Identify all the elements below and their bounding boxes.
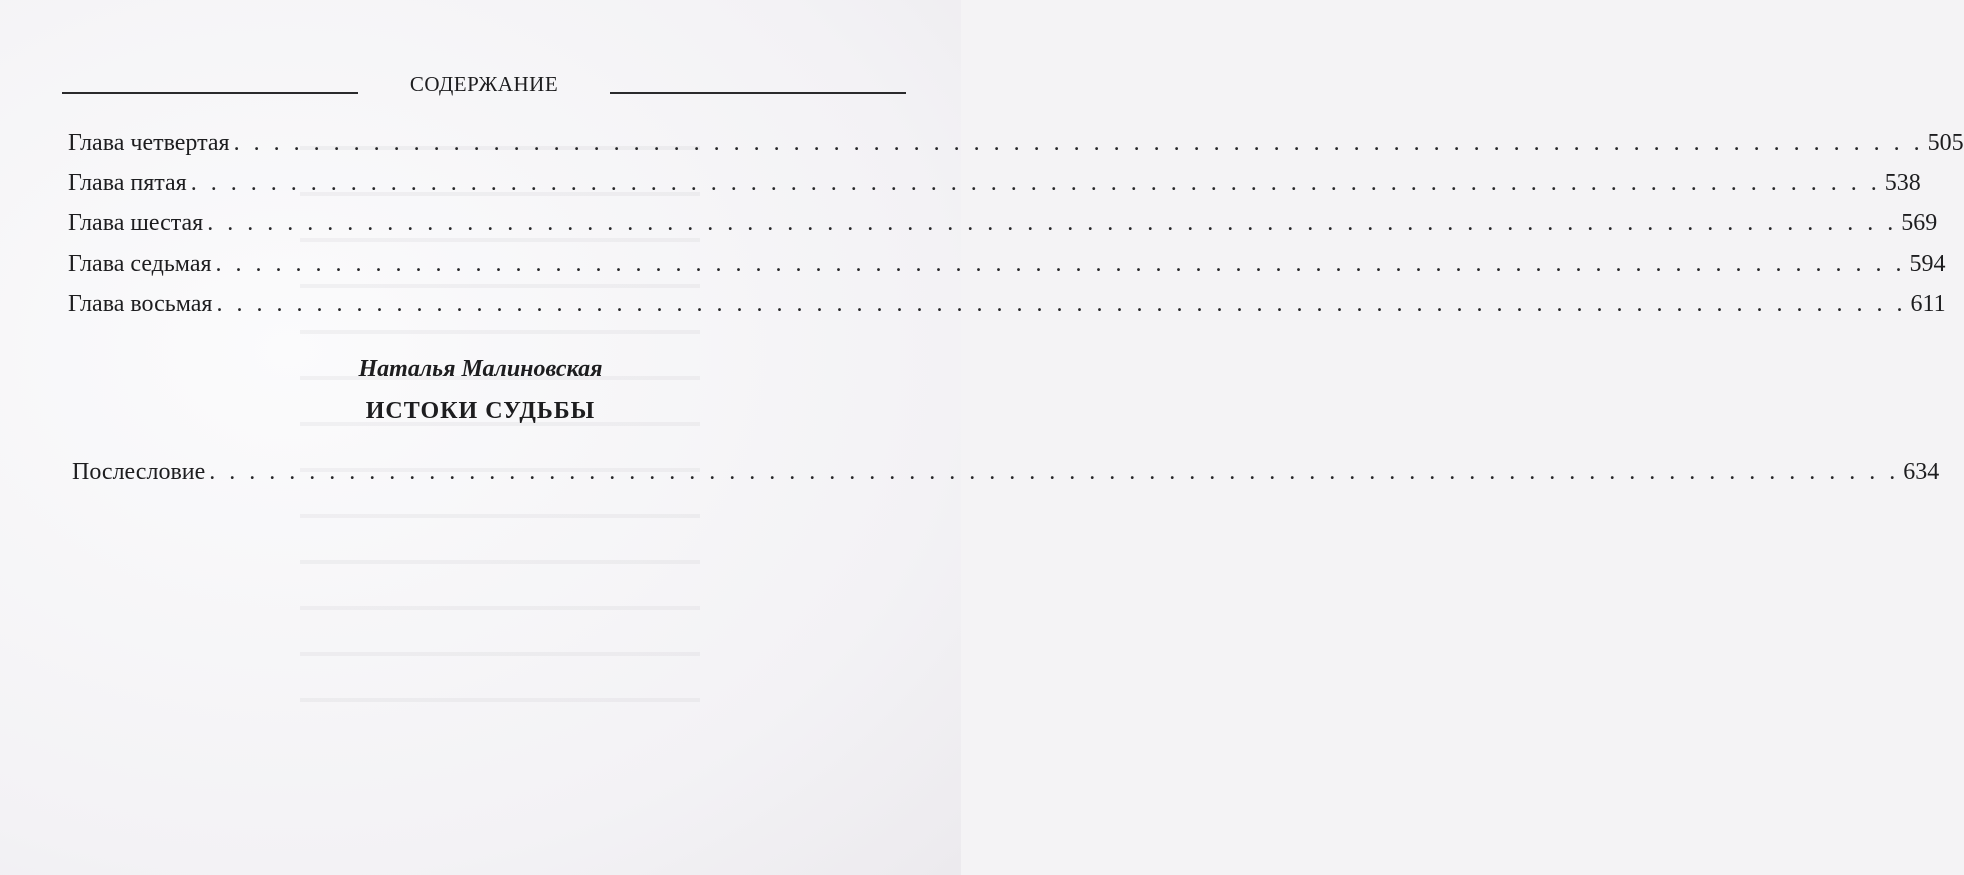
toc-header — [62, 70, 906, 100]
toc-entry-page: 505 — [1927, 130, 1964, 156]
toc-entry-afterword — [72, 455, 1940, 489]
toc-entry-label: Глава седьмая — [68, 251, 212, 277]
toc-entry-label: Послесловие — [72, 459, 206, 485]
toc-entry-label: Глава четвертая — [68, 130, 230, 156]
toc-entry-label: Глава восьмая — [68, 291, 213, 317]
toc-entry-label: Глава шестая — [68, 210, 204, 236]
dot-leader: . . . . . . . . . . . . . . . . . . . . . . . . . . . . . . . . . . . . . . . . . . . . . . . . . . . . . . . . . . . . . . . . . . . . . . . . . . . . . . . . . . . . . — [215, 251, 1906, 277]
section-author: Наталья Малиновская — [358, 356, 603, 382]
dot-leader: . . . . . . . . . . . . . . . . . . . . . . . . . . . . . . . . . . . . . . . . . . . . . . . . . . . . . . . . . . . . . . . . . . . . . . . . . . . . . . . . . . . . . — [207, 210, 1898, 236]
toc-entry — [68, 166, 1921, 200]
toc-heading: СОДЕРЖАНИЕ — [409, 72, 559, 96]
section-title: ИСТОКИ СУДЬБЫ — [365, 398, 596, 424]
header-rule-left — [62, 92, 358, 94]
toc-entry — [68, 287, 1946, 321]
dot-leader: . . . . . . . . . . . . . . . . . . . . . . . . . . . . . . . . . . . . . . . . . . . . . . . . . . . . . . . . . . . . . . . . . . . . . . . . . . . . . . . . . . . . . — [209, 459, 1900, 485]
dot-leader: . . . . . . . . . . . . . . . . . . . . . . . . . . . . . . . . . . . . . . . . . . . . . . . . . . . . . . . . . . . . . . . . . . . . . . . . . . . . . . . . . . . . . — [190, 170, 1881, 196]
toc-entry-page: 634 — [1903, 459, 1940, 485]
toc-entry — [68, 126, 1964, 160]
toc-entry-label: Глава пятая — [68, 170, 187, 196]
toc-entry — [68, 206, 1938, 240]
toc-entry — [68, 247, 1946, 281]
toc-entry-page: 594 — [1909, 251, 1946, 277]
dot-leader: . . . . . . . . . . . . . . . . . . . . . . . . . . . . . . . . . . . . . . . . . . . . . . . . . . . . . . . . . . . . . . . . . . . . . . . . . . . . . . . . . . . . . — [233, 130, 1924, 156]
toc-entry-page: 538 — [1884, 170, 1921, 196]
toc-entry-page: 611 — [1910, 291, 1946, 317]
toc-entry-page: 569 — [1901, 210, 1938, 236]
dot-leader: . . . . . . . . . . . . . . . . . . . . . . . . . . . . . . . . . . . . . . . . . . . . . . . . . . . . . . . . . . . . . . . . . . . . . . . . . . . . . . . . . . . . . — [216, 291, 1907, 317]
header-rule-right — [610, 92, 906, 94]
